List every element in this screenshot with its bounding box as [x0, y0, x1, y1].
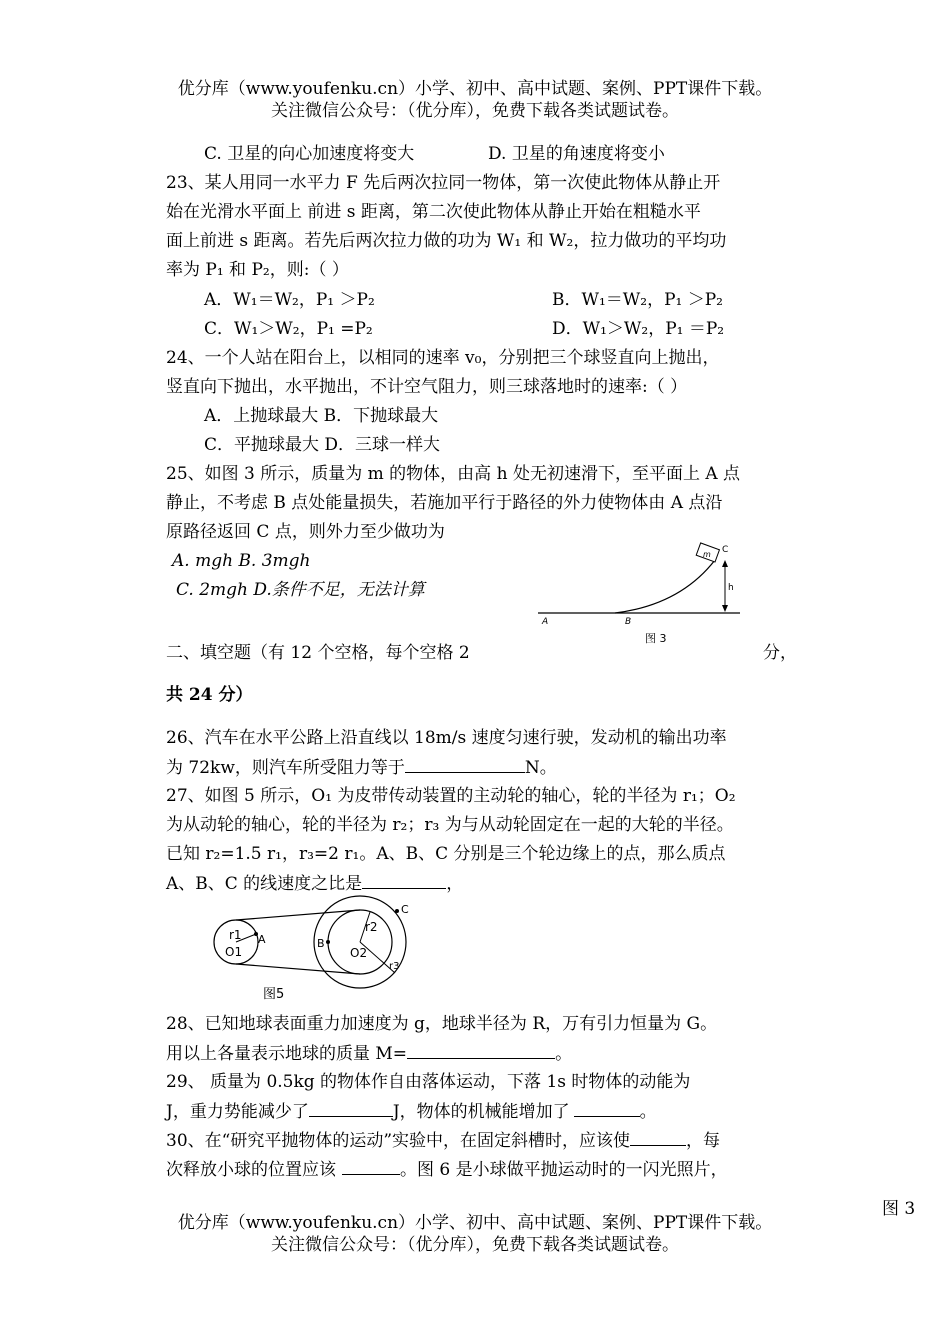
section-2-line-2: 共 24 分） — [166, 685, 253, 705]
fig5-label-o2: O2 — [350, 946, 368, 960]
q27-text-a: A、B、C 的线速度之比是 — [166, 874, 363, 894]
figure-3-incline-diagram — [530, 540, 750, 650]
fig3-label-m: m — [703, 550, 711, 559]
q23-line-3: 面上前进 s 距离。若先后两次拉力做的功为 W₁ 和 W₂，拉力做功的平均功 — [166, 231, 727, 251]
q29-text-a: J，重力势能减少了 — [166, 1102, 309, 1122]
q27-text-b: ， — [446, 874, 464, 894]
q30-blank-chute[interactable] — [630, 1129, 686, 1146]
q22-option-c: C. 卫星的向心加速度将变大 — [204, 144, 415, 164]
q28-line-1: 28、已知地球表面重力加速度为 g，地球半径为 R，万有引力恒量为 G。 — [166, 1014, 718, 1034]
q23-option-b: B．W₁＝W₂，P₁ ＞P₂ — [552, 290, 723, 310]
fig5-label-a: A — [258, 933, 266, 946]
q30-blank-release[interactable] — [342, 1158, 400, 1175]
fig3-label-h: h — [728, 583, 734, 593]
fig5-label-r3: r3 — [389, 961, 400, 972]
q30-text-a2: 次释放小球的位置应该 — [166, 1160, 336, 1180]
fig3-curved-ramp — [615, 560, 715, 613]
q25-line-3: 原路径返回 C 点，则外力至少做功为 — [166, 522, 445, 542]
q23-option-a: A．W₁＝W₂，P₁ ＞P₂ — [204, 290, 375, 310]
side-figure-label: 图 3 — [882, 1199, 916, 1219]
q23-option-d: D．W₁＞W₂，P₁ ＝P₂ — [552, 319, 725, 339]
fig5-point-b — [326, 940, 330, 944]
fig3-arrow-bottom — [722, 605, 728, 612]
fig3-caption: 图 3 — [645, 632, 667, 645]
q29-blank-mechanical[interactable] — [574, 1100, 640, 1117]
q24-line-2: 竖直向下抛出，水平抛出，不计空气阻力，则三球落地时的速率:（ ） — [166, 377, 688, 397]
header-line-1: 优分库（www.youfenku.cn）小学、初中、高中试题、案例、PPT课件下载。 — [177, 79, 773, 99]
q24-options-cd: C．平抛球最大 D．三球一样大 — [204, 435, 441, 455]
q28-text-a: 用以上各量表示地球的质量 M= — [166, 1044, 408, 1064]
q26-text-b: N。 — [524, 758, 557, 778]
q27-line-4 — [166, 872, 463, 895]
fig5-label-r1: r1 — [229, 928, 242, 942]
footer-line-2: 关注微信公众号：（优分库），免费下载各类试题试卷。 — [271, 1235, 679, 1255]
q27-line-3: 已知 r₂=1.5 r₁，r₃=2 r₁。A、B、C 分别是三个轮边缘上的点，那么质点 — [166, 844, 726, 864]
q25-options-cd: C. 2mgh D.条件不足，无法计算 — [176, 580, 425, 600]
q23-line-1: 23、某人用同一水平力 F 先后两次拉同一物体，第一次使此物体从静止开 — [166, 173, 721, 193]
q28-line-2 — [166, 1042, 572, 1065]
q22-option-d: D. 卫星的角速度将变小 — [488, 144, 665, 164]
q29-blank-potential[interactable] — [309, 1100, 393, 1117]
q30-text-b2: 。图 6 是小球做平抛运动时的一闪光照片， — [400, 1160, 728, 1180]
q29-line-2 — [166, 1100, 657, 1123]
section-2-title-end: 分， — [763, 643, 797, 663]
q29-text-c: 。 — [639, 1102, 657, 1122]
q30-text-a: 30、在“研究平抛物体的运动”实验中，在固定斜槽时，应该使 — [166, 1131, 631, 1151]
q29-line-1: 29、 质量为 0.5kg 的物体作自由落体运动，下落 1s 时物体的动能为 — [166, 1072, 691, 1092]
header-line-2: 关注微信公众号：（优分库），免费下载各类试题试卷。 — [271, 101, 679, 121]
figure-5-belt-drive-diagram — [205, 895, 425, 1005]
fig5-belt-top — [236, 910, 360, 920]
fig5-label-o1: O1 — [225, 945, 243, 959]
q26-line-1: 26、汽车在水平公路上沿直线以 18m/s 速度匀速行驶，发动机的输出功率 — [166, 728, 727, 748]
footer-line-1: 优分库（www.youfenku.cn）小学、初中、高中试题、案例、PPT课件下载。 — [177, 1213, 773, 1233]
section-2-title: 二、填空题（有 12 个空格，每个空格 2 — [166, 643, 470, 663]
q26-text-a: 为 72kw，则汽车所受阻力等于 — [166, 758, 405, 778]
q25-options-ab: A. mgh B. 3mgh — [172, 551, 311, 571]
q29-text-b: J，物体的机械能增加了 — [392, 1102, 570, 1122]
q27-line-2: 为从动轮的轴心，轮的半径为 r₂；r₃ 为与从动轮固定在一起的大轮的半径。 — [166, 815, 734, 835]
fig5-label-b: B — [317, 937, 325, 950]
q23-line-2: 始在光滑水平面上 前进 s 距离，第二次使此物体从静止开始在粗糙水平 — [166, 202, 701, 222]
fig3-arrow-top — [722, 560, 728, 567]
q27-line-1: 27、如图 5 所示，O₁ 为皮带传动装置的主动轮的轴心，轮的半径为 r₁；O₂ — [166, 786, 736, 806]
fig3-label-c: C — [722, 545, 729, 555]
q23-line-4: 率为 P₁ 和 P₂，则:（ ） — [166, 260, 349, 280]
fig5-caption: 图5 — [263, 987, 285, 1002]
q30-text-b: ，每 — [686, 1131, 721, 1151]
q26-line-2 — [166, 756, 557, 779]
q28-answer-blank[interactable] — [407, 1042, 555, 1059]
q26-answer-blank[interactable] — [405, 756, 525, 773]
fig3-label-a: A — [542, 617, 549, 627]
fig5-label-r2: r2 — [365, 920, 378, 934]
fig5-point-c — [395, 909, 399, 913]
q27-answer-blank[interactable] — [362, 872, 446, 889]
fig3-label-b: B — [625, 617, 632, 627]
q25-line-1: 25、如图 3 所示，质量为 m 的物体，由高 h 处无初速滑下，至平面上 A 点 — [166, 464, 741, 484]
fig5-label-c: C — [401, 903, 409, 916]
q23-option-c: C．W₁＞W₂，P₁ =P₂ — [204, 319, 373, 339]
fig5-belt-bottom — [236, 964, 360, 974]
q24-options-ab: A．上抛球最大 B．下抛球最大 — [204, 406, 439, 426]
q30-line-2 — [166, 1158, 728, 1181]
q25-line-2: 静止，不考虑 B 点处能量损失，若施加平行于路径的外力使物体由 A 点沿 — [166, 493, 723, 513]
q24-line-1: 24、一个人站在阳台上，以相同的速率 v₀，分别把三个球竖直向上抛出， — [166, 348, 720, 368]
q28-text-b: 。 — [555, 1044, 573, 1064]
q30-line-1 — [166, 1129, 720, 1152]
